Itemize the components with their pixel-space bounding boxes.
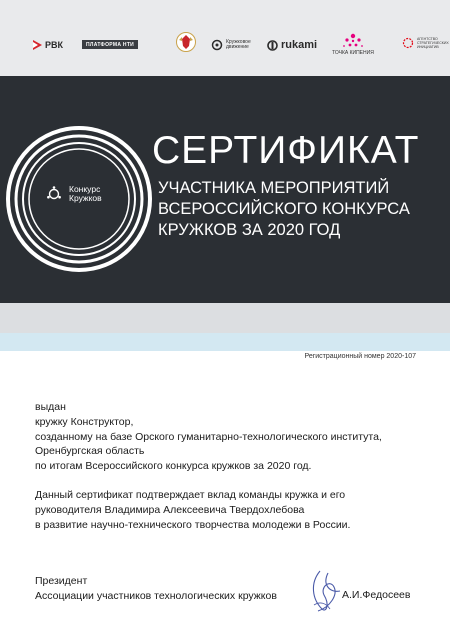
- coat-of-arms-icon: [176, 31, 196, 53]
- konkurs-label-line-1: Конкурс: [69, 184, 101, 194]
- certificate-body: [35, 400, 382, 532]
- tochka-kipeniya-logo: [332, 32, 374, 60]
- signatory-name: А.И.Федосеев: [342, 589, 411, 601]
- kd-line-2: движение: [226, 44, 249, 50]
- certificate-title: СЕРТИФИКАТ: [152, 129, 420, 172]
- registration-number: Регистрационный номер 2020-107: [304, 353, 416, 360]
- body-line-2: кружку Конструктор,: [35, 415, 134, 428]
- body-line-5: по итогам Всероссийского конкурса кружков за 2020 год.: [35, 460, 312, 473]
- asi-line-2: СТРАТЕГИЧЕСКИХ: [417, 41, 449, 45]
- subtitle-line-1: УЧАСТНИКА МЕРОПРИЯТИЙ: [158, 179, 390, 197]
- kruzhkovoe-dvizhenie-logo: [211, 36, 251, 54]
- asi-logo: [402, 34, 449, 52]
- body-line-8: в развитие научно-технического творчества молодежи в России.: [35, 518, 351, 531]
- coat-of-arms-logo: [176, 33, 196, 51]
- nti-platform-logo: [82, 40, 138, 49]
- subtitle-line-2: ВСЕРОССИЙСКОГО КОНКУРСА: [158, 200, 410, 218]
- konkurs-label-line-2: Кружков: [69, 193, 102, 203]
- konkurs-label: [69, 185, 102, 203]
- rvk-logo: [33, 36, 63, 54]
- grey-stripe: [0, 303, 450, 333]
- certificate-subtitle: [158, 178, 410, 241]
- handwritten-signature: [300, 565, 348, 617]
- tochka-text: ТОЧКА КИПЕНИЯ: [332, 50, 374, 56]
- partner-logos-bar: [0, 0, 450, 76]
- asi-line-3: ИНИЦИАТИВ: [417, 45, 439, 49]
- tochka-dots-icon: [342, 32, 364, 50]
- paragraph-gap: [35, 474, 382, 488]
- rvk-text: РВК: [45, 40, 63, 50]
- kd-line-1: Кружковое: [226, 39, 251, 45]
- body-line-6: Данный сертификат подтверждает вклад команды кружка и его: [35, 488, 346, 501]
- body-line-7: руководителя Владимира Алексеевича Твердохлебова: [35, 503, 305, 516]
- body-line-3: созданному на базе Орского гуманитарно-технологического института,: [35, 430, 382, 443]
- kd-gear-icon: [211, 39, 223, 51]
- subtitle-line-3: КРУЖКОВ ЗА 2020 ГОД: [158, 221, 341, 239]
- konkurs-gear-icon: [47, 186, 61, 198]
- body-line-1: выдан: [35, 401, 66, 413]
- blue-stripe: [0, 333, 450, 351]
- rukami-mark-icon: [267, 40, 278, 51]
- rukami-text: rukami: [281, 39, 318, 51]
- signatory-title-line-2: Ассоциации участников технологических кружков: [35, 589, 277, 602]
- rvk-mark-icon: [33, 40, 42, 50]
- rukami-logo: [267, 36, 317, 54]
- nti-text: ПЛАТФОРМА НТИ: [86, 41, 135, 48]
- asi-ring-icon: [402, 36, 414, 50]
- asi-line-1: АГЕНТСТВО: [417, 37, 438, 41]
- certificate-banner: [0, 76, 450, 303]
- signatory-title: [35, 574, 277, 604]
- body-line-4: Оренбургская область: [35, 445, 145, 458]
- signatory-title-line-1: Президент: [35, 575, 88, 587]
